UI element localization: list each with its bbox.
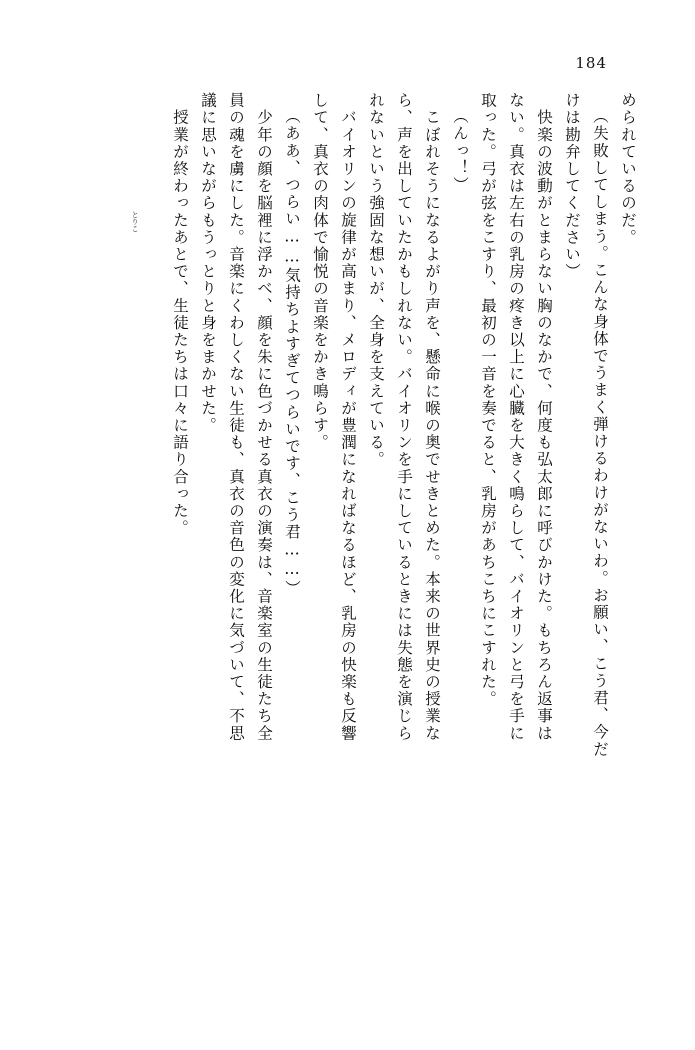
text-column: められているのだ。 — [619, 92, 637, 246]
text-column: （んっ！） — [451, 108, 469, 194]
text-column: けは勘弁してください） — [563, 92, 581, 281]
text-column: ない。真衣は左右の乳房の疼き以上に心臓を大きく鳴らして、バイオリンと弓を手に — [507, 92, 525, 742]
text-column: れないという強固な想いが、全身を支えている。 — [367, 92, 385, 469]
ruby-annotation: とりこ — [131, 211, 139, 232]
text-column: 員の魂を虜にした。音楽にくわしくない生徒も、真衣の音色の変化に気づいて、不思 — [227, 92, 245, 742]
text-column: （失敗してしまう。こんな身体でうまく弾けるわけがないわ。お願い、こう君、今だ — [591, 108, 609, 758]
text-column: 議に思いながらもうっとりと身をまかせた。 — [199, 92, 217, 434]
text-column: 授業が終わったあとで、生徒たちは口々に語り合った。 — [171, 92, 189, 537]
vertical-body-text — [62, 92, 635, 972]
text-column: ら、声を出していたかもしれない。バイオリンを手にしているときには失態を演じら — [395, 92, 413, 742]
text-column: バイオリンの旋律が高まり、メロディが豊潤になればなるほど、乳房の快楽も反響 — [339, 92, 357, 742]
text-column: 少年の顔を脳裡に浮かべ、顔を朱に色づかせる真衣の演奏は、音楽室の生徒たち全 — [255, 92, 273, 742]
text-column: 取った。弓が弦をこすり、最初の一音を奏でると、乳房があちこちにこすれた。 — [479, 92, 497, 708]
page-number: 184 — [575, 54, 607, 72]
text-column: こぼれそうになるよがり声を、懸命に喉の奥でせきとめた。本来の世界史の授業な — [423, 92, 441, 742]
text-column: 快楽の波動がとまらない胸のなかで、何度も弘太郎に呼びかけた。もちろん返事は — [535, 92, 553, 742]
text-column: して、真衣の肉体で愉悦の音楽をかき鳴らす。 — [311, 92, 329, 452]
text-column: （ああ、つらい……気持ちよすぎてつらいです、こう君……） — [283, 108, 301, 597]
